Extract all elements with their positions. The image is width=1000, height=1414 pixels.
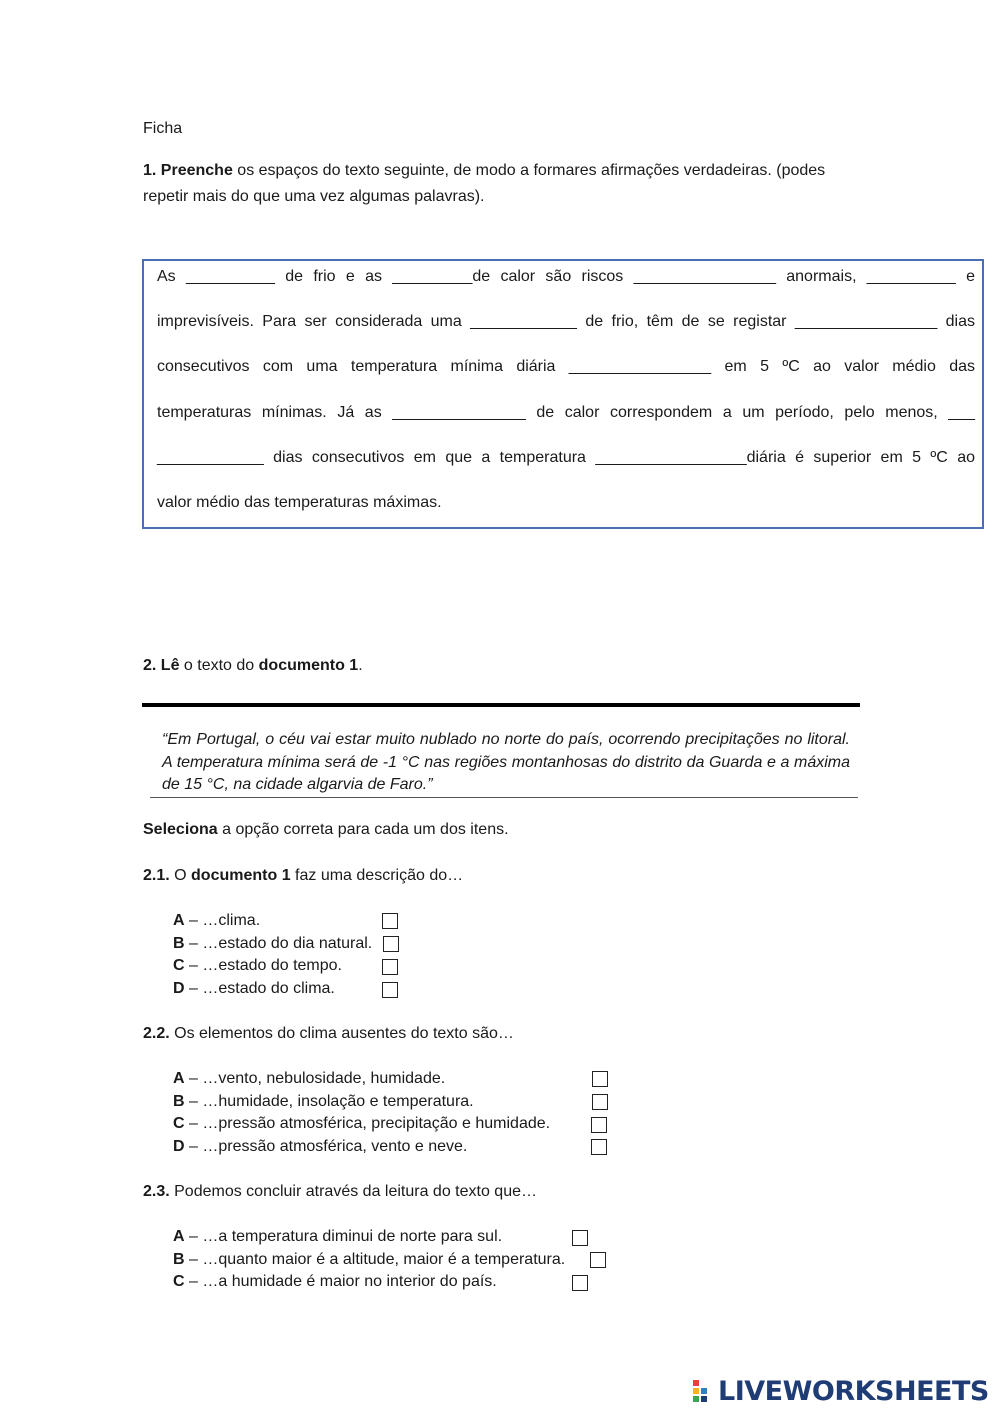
question-2-number: 2. [143,657,157,674]
question-1-number: 1. [143,162,157,179]
option-letter: C [173,1115,185,1132]
question-2-2-prompt [143,1025,514,1043]
question-2-2-text: Os elementos do clima ausentes do texto são… [169,1025,514,1042]
option-2-3-b [173,1251,565,1269]
question-2-1-pre: O [169,867,192,884]
fill-line-1[interactable]: As __________ de frio e as _________de calor são riscos ________________ anormais, __________ e [157,268,975,285]
option-letter: B [173,1251,185,1268]
quote-top-rule [142,703,860,707]
checkbox-2-2-a[interactable] [592,1071,608,1087]
option-2-3-c [173,1273,497,1291]
checkbox-2-2-b[interactable] [592,1094,608,1110]
question-2-1-post: faz uma descrição do… [290,867,464,884]
question-2-2-number: 2.2. [143,1025,170,1042]
option-letter: B [173,1093,185,1110]
option-text: – …pressão atmosférica, precipitação e humidade. [184,1115,551,1132]
question-2-3-prompt [143,1183,537,1201]
checkbox-2-1-b[interactable] [383,936,399,952]
checkbox-2-2-d[interactable] [591,1139,607,1155]
checkbox-2-3-c[interactable] [572,1275,588,1291]
logo-text: LIVEWORKSHEETS [718,1375,989,1407]
liveworksheets-logo [693,1374,989,1408]
fill-line-2[interactable]: imprevisíveis. Para ser considerada uma ____________ de frio, têm de se registar ________________ dias [157,313,975,330]
option-letter: A [173,1070,185,1087]
option-letter: C [173,1273,185,1290]
question-2-doc: documento 1 [258,657,359,674]
fill-line-5[interactable]: ____________ dias consecutivos em que a temperatura _________________diária é superior em 5 ºC ao [157,449,975,466]
checkbox-2-1-c[interactable] [382,959,398,975]
logo-square-red [693,1380,699,1386]
logo-square-navy [701,1396,707,1402]
option-text: – …estado do dia natural. [184,935,373,952]
option-text: – …estado do clima. [184,980,335,997]
question-2-prompt [143,657,363,675]
option-2-2-a [173,1070,445,1088]
option-letter: A [173,912,185,929]
option-letter: D [173,1138,185,1155]
question-2-3-number: 2.3. [143,1183,170,1200]
option-text: – …estado do tempo. [184,957,342,974]
logo-square-green [693,1396,699,1402]
instruction-text: a opção correta para cada um dos itens. [217,821,509,838]
option-2-2-d [173,1138,467,1156]
liveworksheets-logo-icon [693,1378,715,1404]
option-text: – …quanto maior é a altitude, maior é a temperatura. [184,1251,566,1268]
logo-square-yellow [693,1388,699,1394]
document-1-quote: “Em Portugal, o céu vai estar muito nublado no norte do país, ocorrendo precipitações no litoral. A temperatura mínima será de -1 °C nas regiões montanhosas do distrito da Guarda e a máxima de 15 °C, na cidade algarvia de Faro.” [162,731,850,793]
instruction [143,821,509,839]
checkbox-2-3-a[interactable] [572,1230,588,1246]
question-2-text: o texto do [179,657,259,674]
option-text: – …pressão atmosférica, vento e neve. [184,1138,468,1155]
option-text: – …vento, nebulosidade, humidade. [184,1070,446,1087]
option-text: – …clima. [184,912,261,929]
option-text: – …humidade, insolação e temperatura. [184,1093,474,1110]
logo-square-blue [701,1388,707,1394]
option-letter: B [173,935,185,952]
question-2-1-number: 2.1. [143,867,170,884]
question-2-1-doc: documento 1 [191,867,291,884]
question-2-3-text: Podemos concluir através da leitura do texto que… [169,1183,537,1200]
question-1-text: os espaços do texto seguinte, de modo a formares afirmações verdadeiras. (podes repetir mais do que uma vez algumas palavras). [143,162,826,205]
question-2-end: . [358,657,363,674]
option-2-1-a [173,912,260,930]
option-2-2-b [173,1093,474,1111]
question-1-verb: Preenche [160,162,233,179]
checkbox-2-1-d[interactable] [382,982,398,998]
page-title: Ficha [143,120,183,137]
option-2-1-d [173,980,335,998]
question-2-1-prompt [143,867,463,885]
option-letter: A [173,1228,185,1245]
option-text: – …a humidade é maior no interior do país. [184,1273,497,1290]
fill-line-4[interactable]: temperaturas mínimas. Já as _______________ de calor correspondem a um período, pelo menos, ___ [157,404,975,421]
fill-line-3[interactable]: consecutivos com uma temperatura mínima diária ________________ em 5 ºC ao valor médio das [157,358,975,375]
question-2-verb: Lê [160,657,180,674]
option-2-1-b [173,935,372,953]
option-letter: C [173,957,185,974]
option-2-1-c [173,957,342,975]
option-letter: D [173,980,185,997]
instruction-verb: Seleciona [143,821,218,838]
checkbox-2-1-a[interactable] [382,913,398,929]
checkbox-2-2-c[interactable] [591,1117,607,1133]
option-text: – …a temperatura diminui de norte para sul. [184,1228,503,1245]
fill-line-6: valor médio das temperaturas máximas. [157,494,442,511]
fill-in-text-box [142,259,984,529]
question-1-prompt [143,158,873,210]
checkbox-2-3-b[interactable] [590,1252,606,1268]
option-2-2-c [173,1115,550,1133]
quote-bottom-rule [150,797,858,798]
option-2-3-a [173,1228,502,1246]
